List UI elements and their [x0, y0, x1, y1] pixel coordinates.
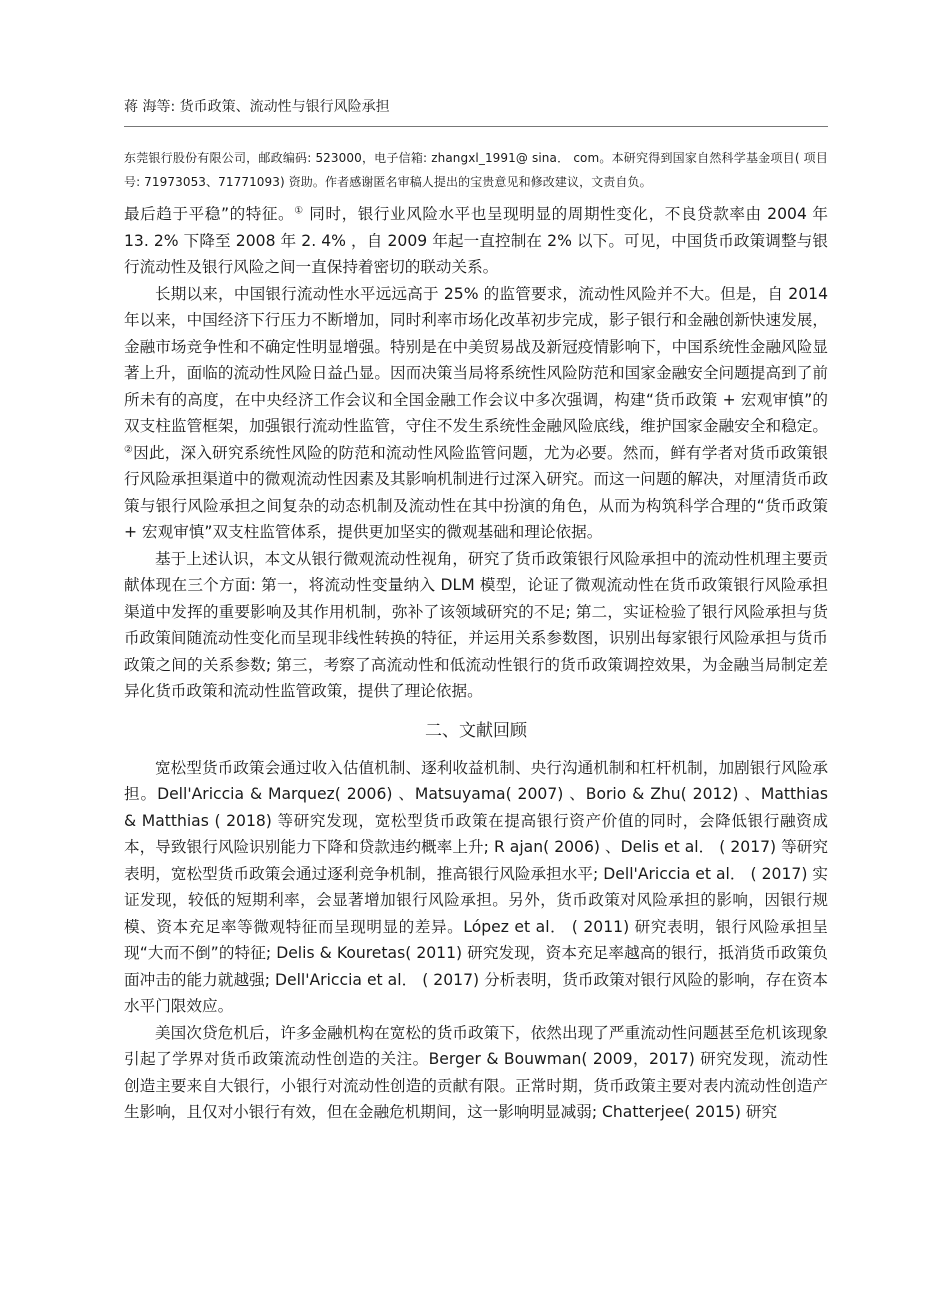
author-footnote: 东莞银行股份有限公司，邮政编码: 523000，电子信箱: zhangxl_1991@ sina． com。本研究得到国家自然科学基金项目( 项目号: 71973053、71771093) 资助。作者感谢匿名审稿人提出的宝贵意见和修改建议，文责自负。 — [124, 151, 828, 189]
paragraph-2-part-a: 长期以来，中国银行流动性水平远远高于 25% 的监管要求，流动性风险并不大。但是，自 2014 年以来，中国经济下行压力不断增加，同时利率市场化改革初步完成，影子银行和金融创新快速发展，金融市场竞争性和不确定性明显增强。特别是在中美贸易战及新冠疫情影响下，中国系统性金融风险显著上升，面临的流动性风险日益凸显。因而决策当局将系统性风险防范和国家金融安全问题提高到了前所未有的高度，在中央经济工作会议和全国金融工作会议中多次强调，构建“货币政策 + 宏观审慎”的双支柱监管框架，加强银行流动性监管，守住不发生系统性金融风险底线，维护国家金融安全和稳定。 — [124, 284, 828, 435]
section-heading-literature-review: 二、文献回顾 — [425, 720, 527, 741]
paragraph-1-part-b: 同时，银行业风险水平也呈现明显的周期性变化，不良贷款率由 2004 年 13. 2% 下降至 2008 年 2. 4% ，自 2009 年起一直控制在 2% 以下。可见，中国货币政策调整与银行流动性及银行风险之间一直保持着密切的联动关系。 — [124, 205, 828, 276]
running-head: 蒋 海等: 货币政策、流动性与银行风险承担 — [124, 99, 390, 115]
paragraph-2-part-b: 因此，深入研究系统性风险的防范和流动性风险监管问题，尤为必要。然而，鲜有学者对货币政策银行风险承担渠道中的微观流动性因素及其影响机制进行过深入研究。而这一问题的解决，对厘清货币政策与银行风险承担之间复杂的动态机制及流动性在其中扮演的角色，从而为构筑科学合理的“货币政策 + 宏观审慎”双支柱监管体系，提供更加坚实的微观基础和理论依据。 — [124, 443, 828, 541]
paragraph-1 — [124, 201, 828, 281]
paragraph-5: 美国次贷危机后，许多金融机构在宽松的货币政策下，依然出现了严重流动性问题甚至危机该现象引起了学界对货币政策流动性创造的关注。Berger & Bouwman( 2009，2017) 研究发现，流动性创造主要来自大银行，小银行对流动性创造的贡献有限。正常时期，货币政策主要对表内流动性创造产生影响，且仅对小银行有效，但在金融危机期间，这一影响明显减弱; Chatterjee( 2015) 研究 — [124, 1023, 828, 1121]
article-body — [124, 201, 828, 1126]
paragraph-2 — [124, 281, 828, 546]
paragraph-4: 宽松型货币政策会通过收入估值机制、逐利收益机制、央行沟通机制和杠杆机制，加剧银行风险承担。Dell'Ariccia & Marquez( 2006) 、Matsuyama( 2007) 、Borio & Zhu( 2012) 、Matthias & Matthias ( 2018) 等研究发现，宽松型货币政策在提高银行资产价值的同时，会降低银行融资成本，导致银行风险识别能力下降和贷款违约概率上升; R ajan( 2006) 、Delis et al． ( 2017) 等研究表明，宽松型货币政策会通过逐利竞争机制，推高银行风险承担水平; Dell'Ariccia et al． ( 2017) 实证发现，较低的短期利率，会显著增加银行风险承担。另外，货币政策对风险承担的影响，因银行规模、资本充足率等微观特征而呈现明显的差异。López et al． ( 2011) 研究表明，银行风险承担呈现“大而不倒”的特征; Delis & Kouretas( 2011) 研究发现，资本充足率越高的银行，抵消货币政策负面冲击的能力就越强; Dell'Ariccia et al． ( 2017) 分析表明，货币政策对银行风险的影响，存在资本水平门限效应。 — [124, 758, 828, 1015]
header-divider — [124, 126, 828, 127]
paragraph-3: 基于上述认识，本文从银行微观流动性视角，研究了货币政策银行风险承担中的流动性机理主要贡献体现在三个方面: 第一，将流动性变量纳入 DLM 模型，论证了微观流动性在货币政策银行风险承担渠道中发挥的重要影响及其作用机制，弥补了该领域研究的不足; 第二，实证检验了银行风险承担与货币政策间随流动性变化而呈现非线性转换的特征，并运用关系参数图，识别出每家银行风险承担与货币政策之间的关系参数; 第三，考察了高流动性和低流动性银行的货币政策调控效果，为金融当局制定差异化货币政策和流动性监管政策，提供了理论依据。 — [124, 549, 828, 700]
paragraph-1-part-a: 最后趋于平稳”的特征。 — [124, 205, 295, 223]
footnote-marker-2[interactable]: ② — [124, 444, 134, 455]
footnote-marker-1[interactable]: ① — [294, 205, 304, 217]
